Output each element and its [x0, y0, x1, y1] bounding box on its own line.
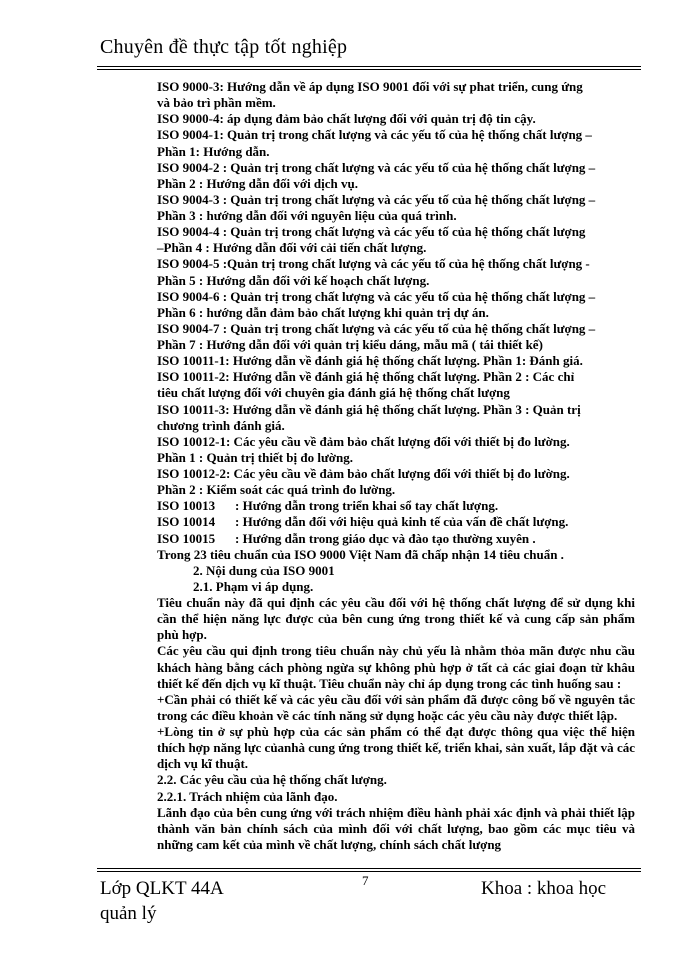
- section-heading: 2.2. Các yêu cầu của hệ thống chất lượng.: [157, 772, 387, 788]
- section-heading: 2. Nội dung của ISO 9001: [193, 562, 335, 578]
- text-line: Phần 7 : Hướng dẫn đối với quản trị kiểu dáng, mẫu mã ( tái thiết kế): [157, 337, 543, 352]
- text-line: ISO 9004-1: Quản trị trong chất lượng và các yếu tố của hệ thống chất lượng –: [157, 127, 592, 143]
- paragraph-scope: Tiêu chuẩn này đã qui định các yêu cầu đối với hệ thống chất lượng để sử dụng khi cần thể hiện năng lực được của bên cung ứng trong thiết kế và cung cấp sản phẩm phù hợp.: [157, 595, 635, 643]
- footer-rule: [97, 868, 641, 869]
- header-rule: [97, 66, 641, 67]
- text-line: ISO 9004-3 : Quản trị trong chất lượng và các yếu tố của hệ thống chất lượng –: [157, 191, 596, 207]
- paragraph-leadership: Lãnh đạo của bên cung ứng với trách nhiệm điều hành phải xác định và phải thiết lập thành văn bản chính sách của mình đối với chất lượng, bao gồm các mục tiêu và những cam kết của mình về chất lượng, chính sách chất lượng: [157, 804, 635, 852]
- text-line: Phần 3 : hướng dẫn đối với nguyên liệu của quá trình.: [157, 208, 457, 223]
- footer-class-label-2: quản lý: [100, 903, 157, 924]
- text-line: Phần 2 : Hướng dẫn đối với dịch vụ.: [157, 175, 359, 191]
- text-line: ISO 9004-2 : Quản trị trong chất lượng và các yếu tố của hệ thống chất lượng –: [157, 159, 596, 175]
- text-line: chương trình đánh giá.: [157, 417, 285, 433]
- text-line: Phần 5 : Hướng dẫn đối với kế hoạch chất lượng.: [157, 272, 430, 288]
- body-text: [157, 79, 635, 853]
- text-line: ISO 9004-6 : Quản trị trong chất lượng và các yếu tố của hệ thống chất lượng –: [157, 288, 596, 304]
- summary-line: Trong 23 tiêu chuẩn của ISO 9000 Việt Nam đã chấp nhận 14 tiêu chuẩn .: [157, 546, 564, 562]
- text-line: ISO 10012-2: Các yêu cầu về đảm bảo chất lượng đối với thiết bị đo lường.: [157, 466, 570, 481]
- footer-class-label: Lớp QLKT 44A: [100, 878, 224, 899]
- text-line: –Phần 4 : Hướng dẫn đối với cải tiến chất lượng.: [157, 240, 427, 256]
- iso-code: ISO 10014: [157, 514, 216, 530]
- paragraph-case-2: +Lòng tin ở sự phù hợp của các sản phẩm có thể đạt được thông qua việc thể hiện thích hợp năng lực củanhà cung ứng trong thiết kế, triển khai, sản xuất, lắp đặt và các dịch vụ kĩ thuật.: [157, 724, 635, 772]
- subsection-heading: 2.2.1. Trách nhiệm của lãnh đạo.: [157, 788, 338, 804]
- iso-desc: : Hướng dẫn đối với hiệu quả kinh tế của vấn đề chất lượng.: [235, 514, 569, 530]
- text-line: ISO 9004-7 : Quản trị trong chất lượng và các yếu tố của hệ thống chất lượng –: [157, 320, 596, 336]
- paragraph-requirements: Các yêu cầu qui định trong tiêu chuẩn này chủ yếu là nhằm thỏa mãn được nhu cầu khách hàng bằng cách phòng ngừa sự không phù hợp ở tất cả các giai đoạn từ khâu thiết kế đến dịch vụ kĩ thuật. Tiêu chuẩn này chỉ áp dụng trong các tình huống sau :: [157, 643, 635, 691]
- page-number: 7: [362, 873, 369, 888]
- text-line: ISO 10011-3: Hướng dẫn về đánh giá hệ thống chất lượng. Phần 3 : Quản trị: [157, 401, 581, 417]
- header-rule-inner: [97, 69, 641, 70]
- text-line: tiêu chất lượng đối với chuyên gia đánh giá hệ thống chất lượng: [157, 385, 510, 401]
- text-line: Phần 6 : hướng dẫn đảm bảo chất lượng khi quản trị dự án.: [157, 304, 489, 320]
- text-line: Phần 2 : Kiểm soát các quá trình đo lường.: [157, 482, 396, 498]
- text-line: Phần 1 : Quản trị thiết bị đo lường.: [157, 449, 353, 465]
- iso-code: ISO 10015: [157, 530, 216, 546]
- text-line: ISO 9004-4 : Quản trị trong chất lượng và các yếu tố của hệ thống chất lượng: [157, 224, 586, 240]
- text-line: ISO 10011-1: Hướng dẫn về đánh giá hệ thống chất lượng. Phần 1: Đánh giá.: [157, 353, 583, 369]
- text-line: ISO 9004-5 :Quản trị trong chất lượng và các yếu tố của hệ thống chất lượng -: [157, 256, 590, 272]
- iso-row: [157, 531, 635, 547]
- iso-code: ISO 10013: [157, 498, 216, 514]
- paragraph-case-1: +Cần phải có thiết kế và các yêu cầu đối với sản phẩm đã được công bố về nguyên tắc trong các điều khoản về các tính năng sử dụng hoặc các yêu cầu này được thiết lập.: [157, 691, 635, 723]
- footer-faculty-label: Khoa : khoa học: [481, 878, 607, 899]
- page-header-title: Chuyên đề thực tập tốt nghiệp: [100, 36, 348, 58]
- text-line: và bảo trì phần mềm.: [157, 95, 276, 111]
- iso-row: [157, 498, 635, 514]
- text-line: ISO 10012-1: Các yêu cầu về đảm bảo chất lượng đối với thiết bị đo lường.: [157, 433, 570, 449]
- text-line: ISO 10011-2: Hướng dẫn về đánh giá hệ thống chất lượng. Phần 2 : Các chỉ: [157, 369, 575, 385]
- footer-rule-inner: [97, 871, 641, 872]
- iso-desc: : Hướng dẫn trong triển khai sổ tay chất lượng.: [235, 498, 499, 514]
- iso-desc: : Hướng dẫn trong giáo dục và đào tạo thường xuyên .: [235, 530, 536, 546]
- text-line: ISO 9000-3: Hướng dẫn về áp dụng ISO 9001 đối với sự phat triển, cung ứng: [157, 79, 583, 94]
- subsection-heading: 2.1. Phạm vi áp dụng.: [193, 578, 314, 594]
- iso-row: [157, 514, 635, 530]
- text-line: ISO 9000-4: áp dụng đảm bảo chất lượng đối với quản trị độ tin cậy.: [157, 111, 536, 127]
- text-line: Phần 1: Hướng dẫn.: [157, 143, 270, 159]
